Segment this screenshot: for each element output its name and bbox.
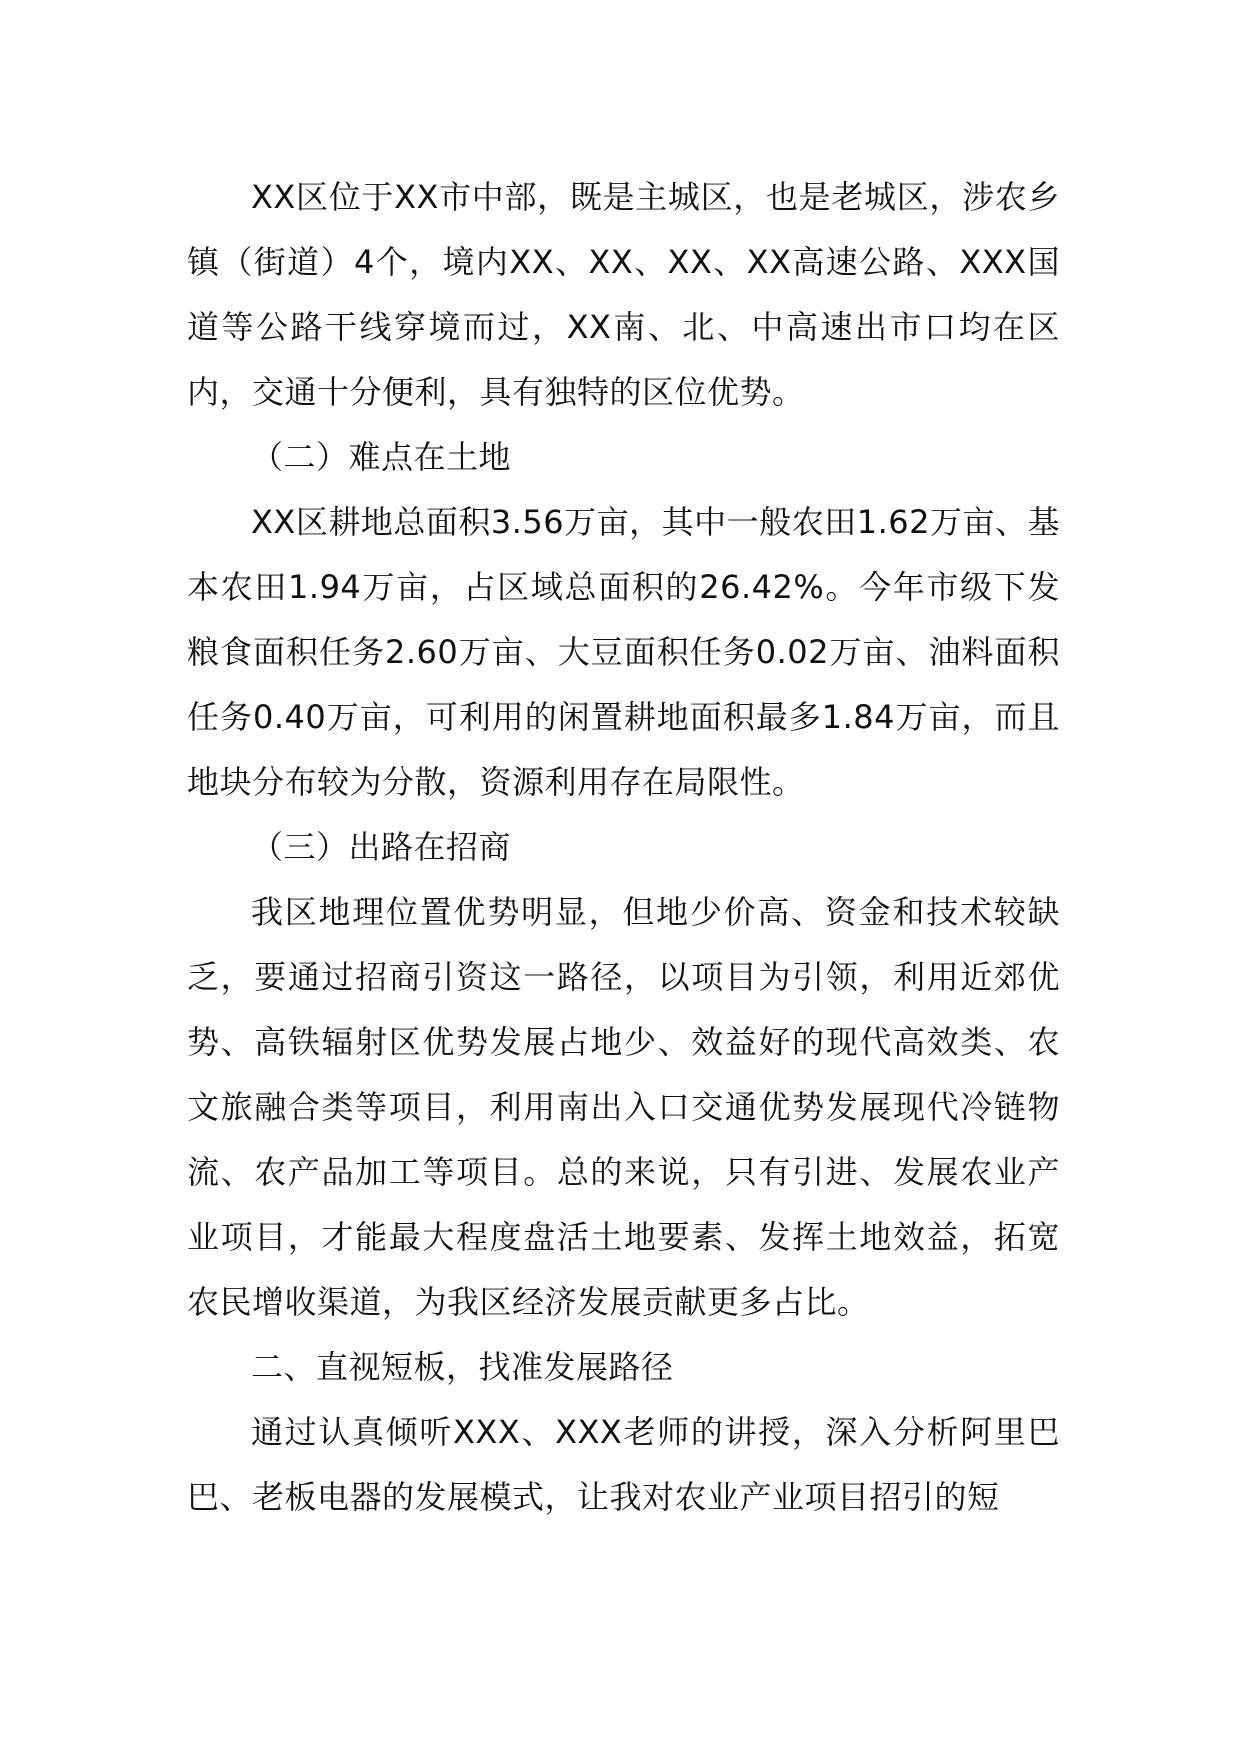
section-heading-land: （二）难点在土地 bbox=[251, 438, 512, 476]
paragraph-investment-strategy: 我区地理位置优势明显，但地少价高、资金和技术较缺乏，要通过招商引资这一路径，以项目为引领，利用近郊优势、高铁辐射区优势发展占地少、效益好的现代高效类、农文旅融合类等项目，利用南出入口交通优势发展现代冷链物流、农产品加工等项目。总的来说，只有引进、发展农业产业项目，才能最大程度盘活土地要素、发挥土地效益，拓宽农民增收渠道，为我区经济发展贡献更多占比。 bbox=[187, 893, 1060, 1321]
section-heading-shortcomings: 二、直视短板，找准发展路径 bbox=[251, 1348, 674, 1386]
section-heading-investment: （三）出路在招商 bbox=[251, 828, 512, 866]
paragraph-lecture-reflection: 通过认真倾听XXX、XXX老师的讲授，深入分析阿里巴巴、老板电器的发展模式，让我对农业产业项目招引的短 bbox=[187, 1413, 1060, 1516]
paragraph-location-advantage: XX区位于XX市中部，既是主城区，也是老城区，涉农乡镇（街道）4个，境内XX、XX、XX、XX高速公路、XXX国道等公路干线穿境而过，XX南、北、中高速出市口均在区内，交通十分便利，具有独特的区位优势。 bbox=[187, 178, 1060, 411]
paragraph-land-area: XX区耕地总面积3.56万亩，其中一般农田1.62万亩、基本农田1.94万亩，占区域总面积的26.42%。今年市级下发粮食面积任务2.60万亩、大豆面积任务0.02万亩、油料面积任务0.40万亩，可利用的闲置耕地面积最多1.84万亩，而且地块分布较为分散，资源利用存在局限性。 bbox=[187, 503, 1060, 801]
